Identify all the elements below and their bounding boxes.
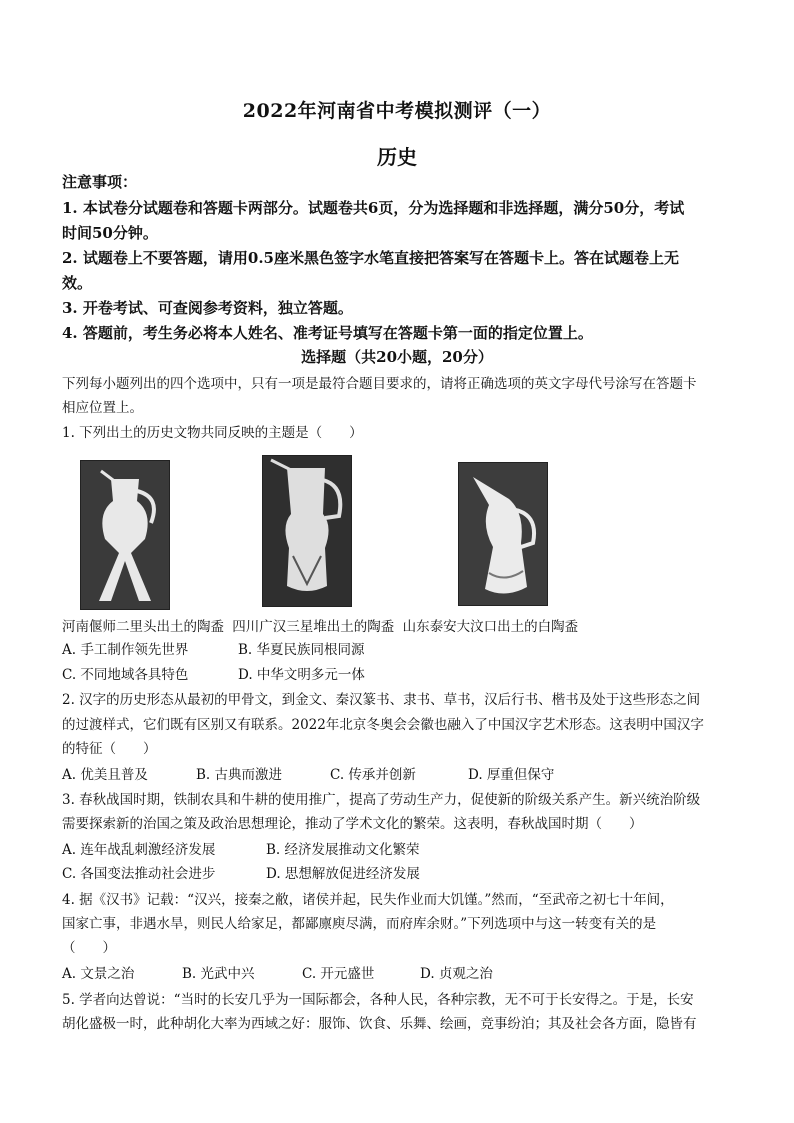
q3-option-a: A. 连年战乱刺激经济发展 xyxy=(62,842,216,858)
q2-option-c: C. 传承并创新 xyxy=(330,767,416,783)
notice-item-1b: 时间50分钟。 xyxy=(62,224,158,242)
q1-option-b: B. 华夏民族同根同源 xyxy=(238,642,365,658)
pottery-he-icon xyxy=(81,461,169,609)
caption-erlitou: 河南偃师二里头出土的陶盉 xyxy=(62,619,224,635)
artifact-captions xyxy=(62,615,582,635)
q3-option-d: D. 思想解放促进经济发展 xyxy=(266,866,420,882)
q2-option-a: A. 优美且普及 xyxy=(62,767,148,783)
notice-heading: 注意事项： xyxy=(62,173,138,191)
q4-line-2: 国家亡事，非遇水旱，则民人给家足，都鄙廪庾尽满，而府库余财。”下列选项中与这一转变有关的是 xyxy=(62,916,657,932)
q2-option-b: B. 古典而激进 xyxy=(196,767,283,783)
q4-option-b: B. 光武中兴 xyxy=(182,966,255,982)
q2-line-3: 的特征（ ） xyxy=(62,741,157,757)
notice-item-1a: 1. 本试卷分试题卷和答题卡两部分。试题卷共6页，分为选择题和非选择题，满分50分，考试 xyxy=(62,199,685,217)
section-heading: 选择题（共20小题，20分） xyxy=(301,348,493,366)
artifact-image-sanxingdui xyxy=(262,455,352,607)
section-intro-1: 下列每小题列出的四个选项中，只有一项是最符合题目要求的，请将正确选项的英文字母代号涂写在答题卡 xyxy=(62,376,697,392)
exam-title: 2022年河南省中考模拟测评（一） xyxy=(242,100,552,122)
subject-title: 历史 xyxy=(377,145,417,169)
q2-option-d: D. 厚重但保守 xyxy=(468,767,555,783)
q3-line-2: 需要探索新的治国之策及政治思想理论，推动了学术文化的繁荣。这表明，春秋战国时期（ ） xyxy=(62,816,643,832)
pottery-he-icon xyxy=(263,456,351,606)
q3-line-1: 3. 春秋战国时期，铁制农具和牛耕的使用推广，提高了劳动生产力，促使新的阶级关系产生。新兴统治阶级 xyxy=(62,792,701,808)
q4-option-a: A. 文景之治 xyxy=(62,966,135,982)
q1-option-a: A. 手工制作领先世界 xyxy=(62,642,189,658)
q5-line-1: 5. 学者向达曾说：“当时的长安几乎为一国际都会，各种人民，各种宗教，无不可于长安得之。于是，长安 xyxy=(62,992,694,1008)
q3-option-b: B. 经济发展推动文化繁荣 xyxy=(266,842,420,858)
q1-stem: 1. 下列出土的历史文物共同反映的主题是（ ） xyxy=(62,425,363,441)
q3-option-c: C. 各国变法推动社会进步 xyxy=(62,866,216,882)
q2-line-2: 的过渡样式，它们既有区别又有联系。2022年北京冬奥会会徽也融入了中国汉字艺术形态。这表明中国汉字 xyxy=(62,717,704,733)
notice-item-4: 4. 答题前，考生务必将本人姓名、准考证号填写在答题卡第一面的指定位置上。 xyxy=(62,324,593,342)
notice-item-2a: 2. 试题卷上不要答题，请用0.5座米黑色签字水笔直接把答案写在答题卡上。答在试题卷上无 xyxy=(62,249,679,267)
q4-line-1: 4. 据《汉书》记载：“汉兴，接秦之敝，诸侯并起，民失作业而大饥馑。”然而，“至武帝之初七十年间， xyxy=(62,892,674,908)
q2-line-1: 2. 汉字的历史形态从最初的甲骨文，到金文、秦汉篆书、隶书、草书，汉后行书、楷书及处于这些形态之间 xyxy=(62,692,701,708)
artifact-image-dawenkou xyxy=(458,462,548,606)
q5-line-2: 胡化盛极一时，此种胡化大率为西域之好：服饰、饮食、乐舞、绘画，竞事纷泊；其及社会各方面，隐皆有 xyxy=(62,1016,697,1032)
artifact-image-erlitou xyxy=(80,460,170,610)
caption-dawenkou: 山东泰安大汶口出土的白陶盉 xyxy=(402,619,579,635)
notice-item-2b: 效。 xyxy=(62,274,93,292)
q4-option-c: C. 开元盛世 xyxy=(302,966,375,982)
q1-option-d: D. 中华文明多元一体 xyxy=(238,667,365,683)
caption-sanxingdui: 四川广汉三星堆出土的陶盉 xyxy=(232,619,395,635)
pottery-he-icon xyxy=(459,463,547,605)
q1-option-c: C. 不同地域各具特色 xyxy=(62,667,189,683)
q4-option-d: D. 贞观之治 xyxy=(420,966,493,982)
section-intro-2: 相应位置上。 xyxy=(62,400,143,416)
notice-item-3: 3. 开卷考试、可查阅参考资料，独立答题。 xyxy=(62,299,353,317)
q4-line-3: （ ） xyxy=(62,940,116,956)
